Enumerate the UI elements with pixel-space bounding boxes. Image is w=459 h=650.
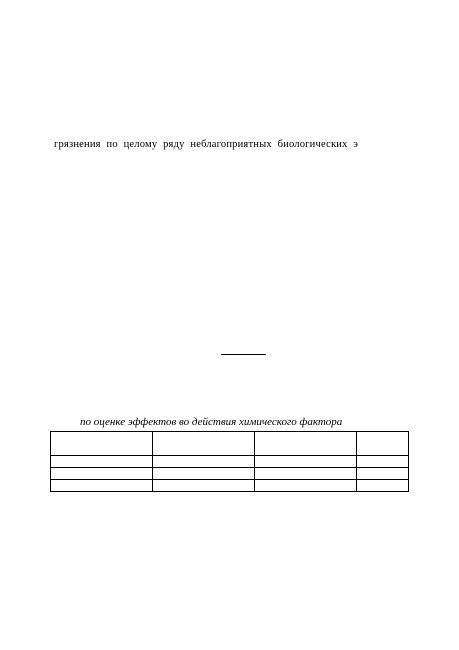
table-row <box>51 468 409 480</box>
body-text-line: грязнения по целому ряду неблагоприятных биологических э <box>54 139 359 150</box>
table-cell <box>357 468 409 480</box>
table-cell <box>51 468 153 480</box>
table-cell <box>255 468 357 480</box>
table-cell <box>153 468 255 480</box>
table-cell <box>255 456 357 468</box>
table-cell <box>51 456 153 468</box>
table-row <box>51 456 409 468</box>
table-header-row <box>51 432 409 456</box>
table-cell <box>51 480 153 492</box>
table-cell <box>153 456 255 468</box>
table-cell <box>153 480 255 492</box>
table-header-cell <box>357 432 409 456</box>
table-header-cell <box>255 432 357 456</box>
table-cell <box>357 480 409 492</box>
data-table <box>50 431 409 492</box>
table-caption: по оценке эффектов во действия химического фактора <box>80 416 343 428</box>
table-header-cell <box>153 432 255 456</box>
table-row <box>51 480 409 492</box>
table-cell <box>357 456 409 468</box>
table-cell <box>255 480 357 492</box>
horizontal-rule <box>221 354 266 355</box>
table-header-cell <box>51 432 153 456</box>
